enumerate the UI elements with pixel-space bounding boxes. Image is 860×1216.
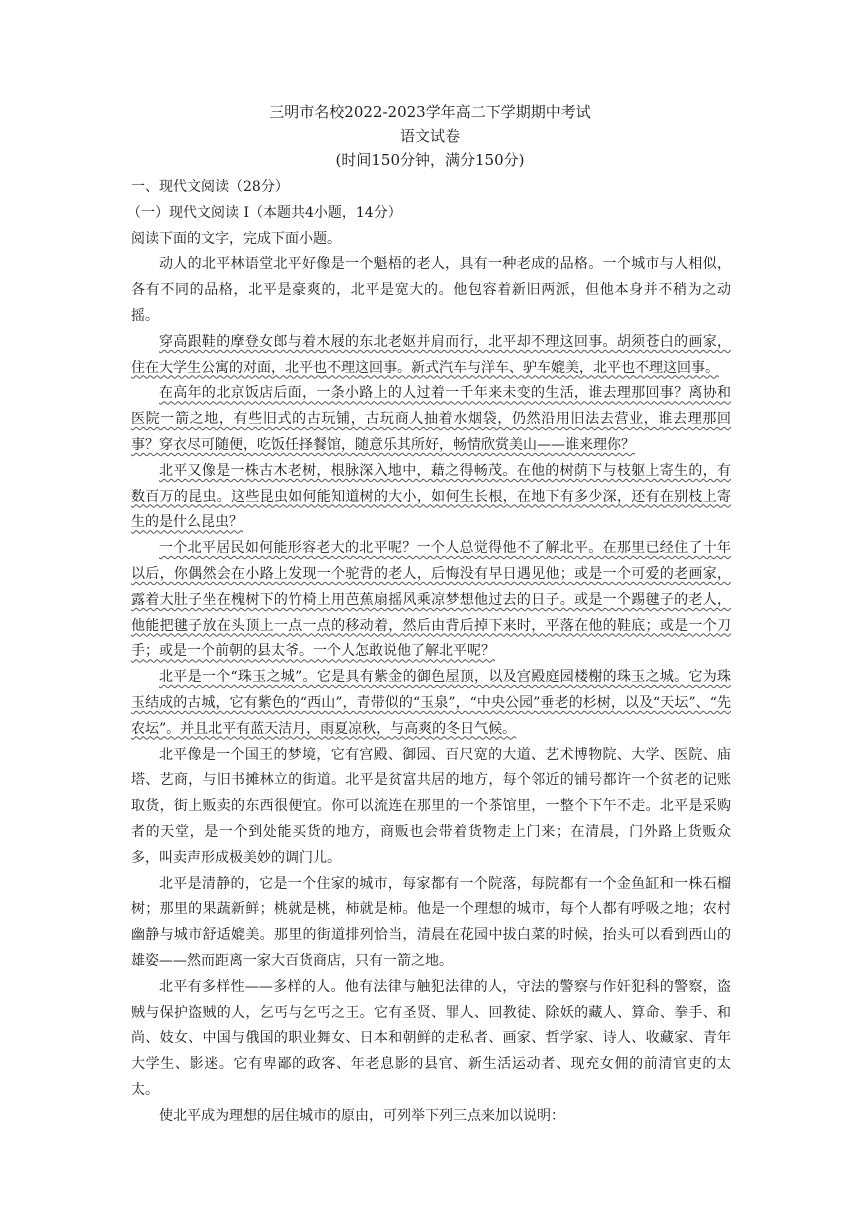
- instruction: 阅读下面的文字，完成下面小题。: [131, 230, 341, 247]
- paragraph-3: 在高年的北京饭店后面，一条小路上的人过着一千年来未变的生活，谁去理那回事？离协和医院一箭之地，有些旧式的古玩铺，古玩商人抽着水烟袋，仍然沿用旧法去营业，谁去理那回事？穿衣尽可随便，吃饭任择餐馆，随意乐其所好，畅情欣赏美山——谁来理你？: [131, 385, 731, 453]
- paragraph-8: 北平是清静的，它是一个住家的城市，每家都有一个院落，每院都有一个金鱼缸和一株石榴树；那里的果蔬新鲜；桃就是桃，柿就是柿。他是一个理想的城市，每个人都有呼吸之地；农村幽静与城市舒适媲美。那里的街道排列恰当，清晨在花园中拔白菜的时候，抬头可以看到西山的雄姿——然而距离一家大百货商店，只有一箭之地。: [131, 875, 731, 969]
- paragraph-9: 北平有多样性——多样的人。他有法律与触犯法律的人，守法的警察与作奸犯科的警察，盗贼与保护盗贼的人，乞丐与乞丐之王。它有圣贤、罪人、回教徒、除妖的藏人、算命、拳手、和尚、妓女、中国与俄国的职业舞女、日本和朝鲜的走私者、画家、哲学家、诗人、收藏家、青年大学生、影迷。它有卑鄙的政客、年老息影的县官、新生活运动者、现充女佣的前清官吏的太太。: [131, 978, 731, 1098]
- paragraph-7: 北平像是一个国王的梦境，它有宫殿、御园、百尺宽的大道、艺术博物院、大学、医院、庙塔、艺商，与旧书摊林立的街道。北平是贫富共居的地方，每个邻近的铺号都许一个贫老的记账取货，街上贩卖的东西很便宜。你可以流连在那里的一个茶馆里，一整个下午不走。北平是采购者的天堂，是一个到处能买货的地方，商贩也会带着货物走上门来；在清晨，门外路上货贩众多，叫卖声形成极美妙的调门儿。: [131, 746, 731, 866]
- paragraph-10: 使北平成为理想的居住城市的原由，可列举下列三点来加以说明：: [159, 1107, 565, 1124]
- document-body: [127, 175, 731, 1129]
- section-heading: 一、现代文阅读（28分）: [131, 179, 289, 195]
- paragraph-4: 北平又像是一株古木老树，根脉深入地中，藉之得畅茂。在他的树荫下与枝躯上寄生的，有数百万的昆虫。这些昆虫如何能知道树的大小，如何生长根，在地下有多少深，还有在别枝上寄生的是什么昆虫？: [131, 462, 731, 531]
- paragraph-6: 北平是一个“珠玉之城”。它是具有紫金的御色屋顶，以及宫殿庭园楼榭的珠玉之城。它为珠玉结成的古城，它有紫色的“西山”，青带似的“玉泉”，“中央公园”垂老的杉树，以及“天坛”、“先农坛”。并且北平有蓝天洁月，雨夏凉秋，与高爽的冬日气候。: [131, 669, 731, 737]
- paragraph-5: 一个北平居民如何能形容老大的北平呢？一个人总觉得他不了解北平。在那里已经住了十年以后，你偶然会在小路上发现一个驼背的老人，后悔没有早日遇见他；或是一个可爱的老画家，露着大肚子坐在槐树下的竹椅上用芭蕉扇摇风乘凉梦想他过去的日子。或是一个踢毽子的老人，他能把毽子放在头顶上一点一点的移动着，然后由背后掉下来时，平落在他的鞋底；或是一个刀手；或是一个前朝的县太爷。一个人怎敢说他了解北平呢？: [131, 540, 731, 660]
- exam-header: [0, 100, 860, 172]
- paragraph-2: 穿高跟鞋的摩登女郎与着木屐的东北老妪并肩而行，北平却不理这回事。胡须苍白的画家，住在大学生公寓的对面，北平也不理这回事。新式汽车与洋车、驴车媲美，北平也不理这回事。: [131, 333, 731, 376]
- exam-info: (时间150分钟，满分150分): [335, 151, 525, 169]
- exam-subject: 语文试卷: [399, 127, 460, 145]
- paragraph-1: 动人的北平林语堂北平好像是一个魁梧的老人，具有一种老成的品格。一个城市与人相似，各有不同的品格，北平是豪爽的，北平是宽大的。他包容着新旧两派，但他本身并不稍为之动摇。: [131, 256, 731, 324]
- subsection-heading: （一）现代文阅读 I（本题共4小题，14分）: [127, 204, 402, 221]
- exam-title: 三明市名校2022-2023学年高二下学期期中考试: [269, 103, 591, 121]
